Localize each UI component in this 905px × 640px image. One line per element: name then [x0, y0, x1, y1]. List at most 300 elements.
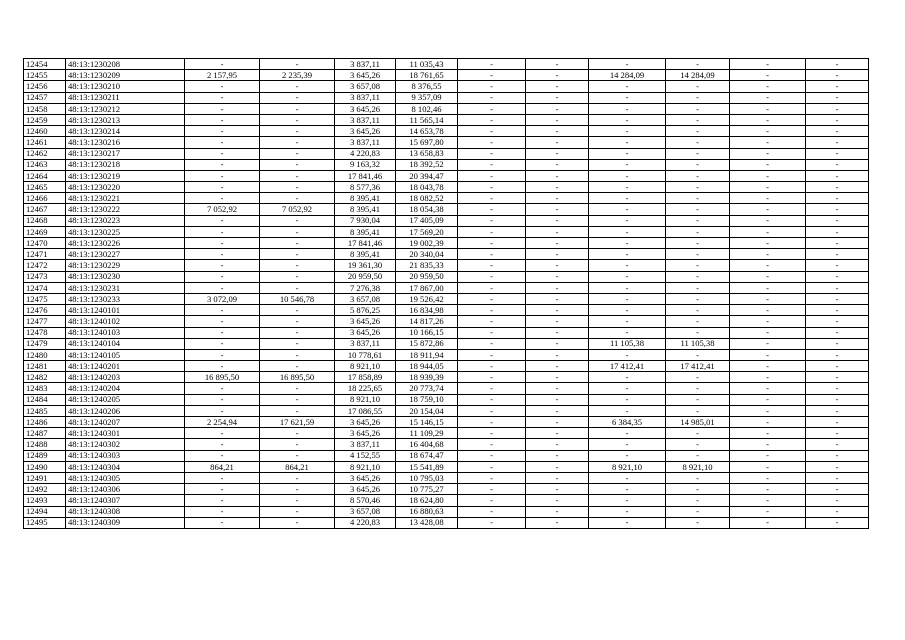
- table-row: [24, 405, 869, 416]
- row-number-cell: 12485: [24, 405, 66, 416]
- row-number-cell: 12473: [24, 271, 66, 282]
- value-cell: 20 154,04: [396, 405, 458, 416]
- value-cell: -: [806, 327, 869, 338]
- value-cell: -: [185, 271, 260, 282]
- row-number-cell: 12493: [24, 495, 66, 506]
- cadastral-number-cell: 48:13:1240105: [66, 349, 185, 360]
- row-number-cell: 12486: [24, 417, 66, 428]
- value-cell: -: [260, 495, 335, 506]
- value-cell: 10 546,78: [260, 293, 335, 304]
- value-cell: -: [185, 394, 260, 405]
- value-cell: -: [666, 282, 730, 293]
- value-cell: 864,21: [260, 461, 335, 472]
- value-cell: -: [458, 159, 526, 170]
- value-cell: -: [806, 472, 869, 483]
- value-cell: -: [458, 293, 526, 304]
- value-cell: -: [260, 193, 335, 204]
- value-cell: -: [806, 193, 869, 204]
- value-cell: -: [589, 103, 666, 114]
- table-row: [24, 159, 869, 170]
- value-cell: -: [260, 394, 335, 405]
- value-cell: -: [458, 70, 526, 81]
- cadastral-number-cell: 48:13:1230225: [66, 226, 185, 237]
- value-cell: -: [730, 383, 806, 394]
- table-row: [24, 226, 869, 237]
- value-cell: -: [458, 428, 526, 439]
- value-cell: 3 837,11: [335, 439, 396, 450]
- value-cell: -: [458, 170, 526, 181]
- value-cell: -: [589, 383, 666, 394]
- value-cell: -: [526, 215, 589, 226]
- value-cell: -: [526, 148, 589, 159]
- value-cell: -: [730, 226, 806, 237]
- value-cell: 18 939,39: [396, 372, 458, 383]
- value-cell: -: [260, 215, 335, 226]
- row-number-cell: 12480: [24, 349, 66, 360]
- value-cell: 2 157,95: [185, 70, 260, 81]
- cadastral-number-cell: 48:13:1240301: [66, 428, 185, 439]
- value-cell: -: [730, 417, 806, 428]
- value-cell: -: [730, 472, 806, 483]
- value-cell: 18 054,38: [396, 204, 458, 215]
- value-cell: -: [526, 517, 589, 528]
- value-cell: -: [589, 506, 666, 517]
- value-cell: -: [526, 170, 589, 181]
- value-cell: -: [260, 484, 335, 495]
- value-cell: -: [806, 484, 869, 495]
- value-cell: -: [185, 170, 260, 181]
- value-cell: 17 405,09: [396, 215, 458, 226]
- value-cell: 864,21: [185, 461, 260, 472]
- table-row: [24, 92, 869, 103]
- value-cell: -: [730, 327, 806, 338]
- table-row: [24, 305, 869, 316]
- cadastral-number-cell: 48:13:1230209: [66, 70, 185, 81]
- value-cell: -: [730, 484, 806, 495]
- value-cell: 3 837,11: [335, 137, 396, 148]
- value-cell: 16 895,50: [185, 372, 260, 383]
- value-cell: -: [666, 405, 730, 416]
- value-cell: 21 835,33: [396, 260, 458, 271]
- value-cell: -: [806, 394, 869, 405]
- value-cell: -: [730, 215, 806, 226]
- table-row: [24, 114, 869, 125]
- value-cell: -: [458, 81, 526, 92]
- value-cell: -: [666, 238, 730, 249]
- cadastral-number-cell: 48:13:1230211: [66, 92, 185, 103]
- value-cell: -: [589, 517, 666, 528]
- value-cell: -: [526, 338, 589, 349]
- value-cell: -: [666, 103, 730, 114]
- value-cell: -: [185, 305, 260, 316]
- value-cell: -: [666, 484, 730, 495]
- table-row: [24, 439, 869, 450]
- value-cell: -: [730, 81, 806, 92]
- value-cell: -: [730, 114, 806, 125]
- value-cell: 10 166,15: [396, 327, 458, 338]
- value-cell: -: [730, 103, 806, 114]
- value-cell: -: [260, 361, 335, 372]
- value-cell: -: [185, 495, 260, 506]
- value-cell: -: [260, 327, 335, 338]
- value-cell: -: [730, 282, 806, 293]
- value-cell: -: [806, 59, 869, 70]
- value-cell: -: [806, 517, 869, 528]
- cadastral-number-cell: 48:13:1240302: [66, 439, 185, 450]
- value-cell: -: [730, 148, 806, 159]
- value-cell: -: [458, 193, 526, 204]
- value-cell: 11 105,38: [666, 338, 730, 349]
- value-cell: -: [458, 327, 526, 338]
- value-cell: -: [730, 394, 806, 405]
- value-cell: -: [260, 305, 335, 316]
- value-cell: -: [806, 282, 869, 293]
- row-number-cell: 12475: [24, 293, 66, 304]
- value-cell: -: [458, 137, 526, 148]
- cadastral-number-cell: 48:13:1230212: [66, 103, 185, 114]
- value-cell: -: [526, 137, 589, 148]
- value-cell: -: [806, 349, 869, 360]
- value-cell: -: [730, 495, 806, 506]
- value-cell: 8 395,41: [335, 249, 396, 260]
- value-cell: 14 817,26: [396, 316, 458, 327]
- row-number-cell: 12466: [24, 193, 66, 204]
- value-cell: -: [185, 182, 260, 193]
- cadastral-number-cell: 48:13:1230227: [66, 249, 185, 260]
- cadastral-number-cell: 48:13:1230229: [66, 260, 185, 271]
- value-cell: -: [526, 282, 589, 293]
- row-number-cell: 12490: [24, 461, 66, 472]
- value-cell: 6 384,35: [589, 417, 666, 428]
- value-cell: -: [526, 114, 589, 125]
- value-cell: -: [185, 59, 260, 70]
- value-cell: 19 526,42: [396, 293, 458, 304]
- table-row: [24, 148, 869, 159]
- value-cell: -: [526, 59, 589, 70]
- value-cell: -: [666, 428, 730, 439]
- table-row: [24, 327, 869, 338]
- value-cell: -: [589, 327, 666, 338]
- cadastral-number-cell: 48:13:1240205: [66, 394, 185, 405]
- value-cell: -: [730, 506, 806, 517]
- cadastral-number-cell: 48:13:1230208: [66, 59, 185, 70]
- cadastral-number-cell: 48:13:1230217: [66, 148, 185, 159]
- value-cell: -: [666, 293, 730, 304]
- cadastral-number-cell: 48:13:1230233: [66, 293, 185, 304]
- row-number-cell: 12484: [24, 394, 66, 405]
- cadastral-number-cell: 48:13:1240101: [66, 305, 185, 316]
- value-cell: -: [806, 249, 869, 260]
- value-cell: -: [806, 361, 869, 372]
- value-cell: -: [260, 170, 335, 181]
- value-cell: -: [185, 439, 260, 450]
- value-cell: -: [806, 126, 869, 137]
- value-cell: -: [260, 428, 335, 439]
- value-cell: -: [806, 148, 869, 159]
- value-cell: -: [458, 282, 526, 293]
- value-cell: -: [589, 137, 666, 148]
- value-cell: -: [666, 305, 730, 316]
- row-number-cell: 12460: [24, 126, 66, 137]
- value-cell: -: [458, 417, 526, 428]
- value-cell: -: [526, 182, 589, 193]
- value-cell: -: [730, 204, 806, 215]
- table-row: [24, 81, 869, 92]
- value-cell: 8 376,55: [396, 81, 458, 92]
- value-cell: -: [526, 394, 589, 405]
- value-cell: -: [260, 472, 335, 483]
- row-number-cell: 12477: [24, 316, 66, 327]
- value-cell: -: [806, 383, 869, 394]
- table-row: [24, 461, 869, 472]
- value-cell: 7 052,92: [185, 204, 260, 215]
- value-cell: -: [260, 282, 335, 293]
- value-cell: -: [589, 226, 666, 237]
- value-cell: 3 645,26: [335, 316, 396, 327]
- value-cell: -: [806, 238, 869, 249]
- value-cell: -: [806, 305, 869, 316]
- value-cell: -: [526, 506, 589, 517]
- cadastral-number-cell: 48:13:1230226: [66, 238, 185, 249]
- value-cell: -: [526, 450, 589, 461]
- value-cell: -: [458, 204, 526, 215]
- value-cell: 9 163,32: [335, 159, 396, 170]
- table-row: [24, 282, 869, 293]
- value-cell: -: [730, 372, 806, 383]
- value-cell: 11 565,14: [396, 114, 458, 125]
- value-cell: -: [589, 305, 666, 316]
- table-row: [24, 238, 869, 249]
- value-cell: -: [589, 170, 666, 181]
- value-cell: 11 109,29: [396, 428, 458, 439]
- value-cell: -: [458, 103, 526, 114]
- value-cell: -: [730, 439, 806, 450]
- value-cell: -: [806, 450, 869, 461]
- value-cell: -: [526, 349, 589, 360]
- value-cell: -: [806, 260, 869, 271]
- value-cell: 15 697,80: [396, 137, 458, 148]
- value-cell: -: [260, 92, 335, 103]
- value-cell: -: [458, 439, 526, 450]
- value-cell: 8 577,36: [335, 182, 396, 193]
- value-cell: -: [589, 472, 666, 483]
- row-number-cell: 12470: [24, 238, 66, 249]
- row-number-cell: 12494: [24, 506, 66, 517]
- value-cell: -: [806, 271, 869, 282]
- row-number-cell: 12479: [24, 338, 66, 349]
- value-cell: 17 621,59: [260, 417, 335, 428]
- value-cell: -: [526, 461, 589, 472]
- value-cell: 20 959,50: [396, 271, 458, 282]
- row-number-cell: 12474: [24, 282, 66, 293]
- cadastral-number-cell: 48:13:1230231: [66, 282, 185, 293]
- value-cell: -: [666, 59, 730, 70]
- value-cell: 8 570,46: [335, 495, 396, 506]
- value-cell: -: [589, 394, 666, 405]
- value-cell: -: [806, 506, 869, 517]
- value-cell: -: [260, 81, 335, 92]
- value-cell: 13 428,08: [396, 517, 458, 528]
- value-cell: -: [458, 316, 526, 327]
- value-cell: -: [458, 349, 526, 360]
- table-row: [24, 271, 869, 282]
- cadastral-number-cell: 48:13:1240307: [66, 495, 185, 506]
- value-cell: -: [666, 92, 730, 103]
- row-number-cell: 12491: [24, 472, 66, 483]
- row-number-cell: 12492: [24, 484, 66, 495]
- table-row: [24, 484, 869, 495]
- value-cell: -: [458, 114, 526, 125]
- value-cell: -: [589, 193, 666, 204]
- table-row: [24, 361, 869, 372]
- row-number-cell: 12467: [24, 204, 66, 215]
- value-cell: -: [185, 159, 260, 170]
- value-cell: 3 645,26: [335, 327, 396, 338]
- value-cell: -: [589, 372, 666, 383]
- value-cell: -: [260, 182, 335, 193]
- value-cell: 14 284,09: [589, 70, 666, 81]
- value-cell: -: [458, 271, 526, 282]
- value-cell: -: [526, 70, 589, 81]
- value-cell: -: [589, 59, 666, 70]
- value-cell: -: [458, 517, 526, 528]
- cadastral-number-cell: 48:13:1230210: [66, 81, 185, 92]
- value-cell: -: [806, 215, 869, 226]
- value-cell: -: [458, 361, 526, 372]
- value-cell: -: [589, 182, 666, 193]
- value-cell: 3 657,08: [335, 293, 396, 304]
- cadastral-number-cell: 48:13:1240103: [66, 327, 185, 338]
- value-cell: 3 837,11: [335, 338, 396, 349]
- value-cell: -: [806, 182, 869, 193]
- value-cell: -: [730, 316, 806, 327]
- cadastral-number-cell: 48:13:1230213: [66, 114, 185, 125]
- value-cell: -: [666, 81, 730, 92]
- data-table-container: [23, 58, 869, 529]
- value-cell: -: [185, 215, 260, 226]
- value-cell: -: [730, 70, 806, 81]
- cadastral-number-cell: 48:13:1230216: [66, 137, 185, 148]
- value-cell: -: [806, 70, 869, 81]
- value-cell: -: [730, 361, 806, 372]
- value-cell: -: [666, 372, 730, 383]
- table-row: [24, 472, 869, 483]
- value-cell: 20 394,47: [396, 170, 458, 181]
- value-cell: -: [526, 126, 589, 137]
- value-cell: -: [526, 193, 589, 204]
- value-cell: -: [185, 193, 260, 204]
- cadastral-number-cell: 48:13:1230218: [66, 159, 185, 170]
- value-cell: -: [666, 394, 730, 405]
- value-cell: -: [806, 293, 869, 304]
- value-cell: -: [458, 394, 526, 405]
- value-cell: 17 412,41: [589, 361, 666, 372]
- table-row: [24, 249, 869, 260]
- value-cell: -: [666, 193, 730, 204]
- row-number-cell: 12456: [24, 81, 66, 92]
- value-cell: -: [458, 59, 526, 70]
- table-row: [24, 215, 869, 226]
- row-number-cell: 12461: [24, 137, 66, 148]
- value-cell: 17 858,89: [335, 372, 396, 383]
- value-cell: -: [185, 327, 260, 338]
- row-number-cell: 12476: [24, 305, 66, 316]
- value-cell: -: [666, 517, 730, 528]
- cadastral-number-cell: 48:13:1230220: [66, 182, 185, 193]
- value-cell: -: [526, 159, 589, 170]
- value-cell: 11 035,43: [396, 59, 458, 70]
- value-cell: 16 895,50: [260, 372, 335, 383]
- value-cell: -: [260, 148, 335, 159]
- value-cell: 18 944,05: [396, 361, 458, 372]
- value-cell: -: [260, 405, 335, 416]
- value-cell: -: [260, 439, 335, 450]
- value-cell: -: [730, 159, 806, 170]
- value-cell: -: [526, 472, 589, 483]
- value-cell: -: [589, 316, 666, 327]
- value-cell: 7 052,92: [260, 204, 335, 215]
- table-row: [24, 372, 869, 383]
- value-cell: 8 102,46: [396, 103, 458, 114]
- value-cell: 18 911,94: [396, 349, 458, 360]
- value-cell: 8 395,41: [335, 204, 396, 215]
- value-cell: 18 624,80: [396, 495, 458, 506]
- value-cell: -: [526, 484, 589, 495]
- value-cell: 3 072,09: [185, 293, 260, 304]
- value-cell: -: [730, 137, 806, 148]
- value-cell: -: [806, 159, 869, 170]
- cadastral-number-cell: 48:13:1240305: [66, 472, 185, 483]
- value-cell: 10 778,61: [335, 349, 396, 360]
- value-cell: -: [589, 484, 666, 495]
- value-cell: -: [589, 81, 666, 92]
- value-cell: -: [185, 517, 260, 528]
- row-number-cell: 12487: [24, 428, 66, 439]
- value-cell: 4 220,83: [335, 148, 396, 159]
- value-cell: -: [260, 383, 335, 394]
- value-cell: -: [526, 405, 589, 416]
- value-cell: -: [185, 238, 260, 249]
- value-cell: -: [666, 271, 730, 282]
- value-cell: -: [666, 349, 730, 360]
- value-cell: 17 841,46: [335, 238, 396, 249]
- value-cell: -: [526, 316, 589, 327]
- value-cell: -: [185, 383, 260, 394]
- value-cell: -: [666, 204, 730, 215]
- value-cell: 3 645,26: [335, 428, 396, 439]
- value-cell: 7 276,38: [335, 282, 396, 293]
- value-cell: -: [730, 450, 806, 461]
- value-cell: -: [589, 293, 666, 304]
- value-cell: -: [260, 249, 335, 260]
- value-cell: 18 759,10: [396, 394, 458, 405]
- value-cell: 10 775,27: [396, 484, 458, 495]
- value-cell: 5 876,25: [335, 305, 396, 316]
- value-cell: -: [589, 114, 666, 125]
- cadastral-number-cell: 48:13:1240207: [66, 417, 185, 428]
- value-cell: -: [458, 461, 526, 472]
- value-cell: -: [806, 439, 869, 450]
- value-cell: -: [185, 92, 260, 103]
- value-cell: 2 254,94: [185, 417, 260, 428]
- value-cell: -: [458, 215, 526, 226]
- table-row: [24, 70, 869, 81]
- value-cell: -: [526, 103, 589, 114]
- value-cell: -: [458, 148, 526, 159]
- value-cell: -: [589, 271, 666, 282]
- value-cell: -: [666, 316, 730, 327]
- cadastral-number-cell: 48:13:1240206: [66, 405, 185, 416]
